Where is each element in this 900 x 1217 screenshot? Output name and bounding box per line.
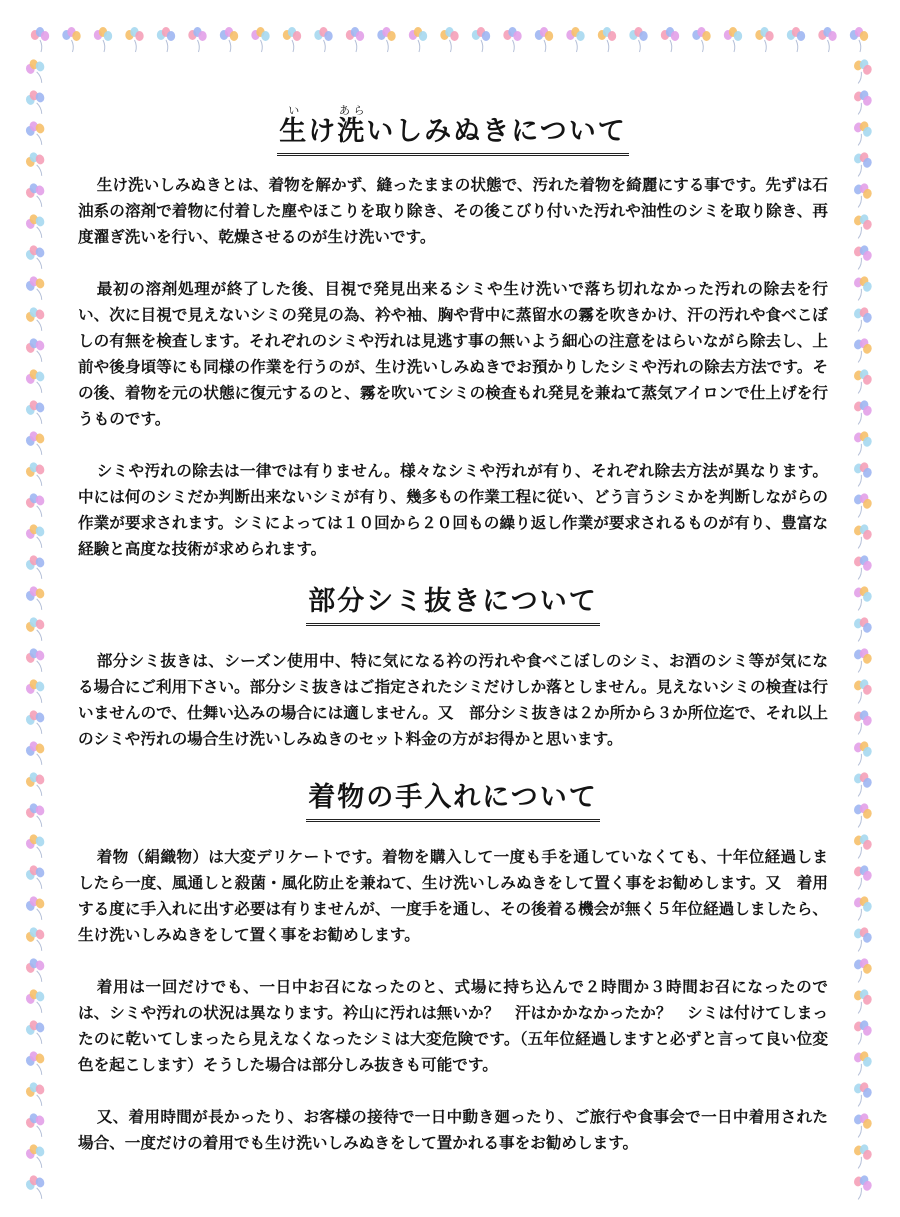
balloon-cluster-icon bbox=[24, 367, 50, 397]
section-bubun-shiminuki bbox=[78, 582, 828, 752]
balloon-cluster-icon bbox=[849, 956, 875, 986]
section-kimono-care bbox=[78, 778, 828, 1156]
balloon-cluster-icon bbox=[535, 27, 553, 52]
balloon-cluster-icon bbox=[849, 1080, 875, 1110]
balloon-cluster-icon bbox=[24, 491, 50, 521]
balloon-cluster-icon bbox=[692, 27, 710, 52]
balloon-cluster-icon bbox=[629, 27, 647, 52]
balloon-cluster-icon bbox=[24, 522, 50, 552]
balloon-cluster-icon bbox=[24, 987, 50, 1017]
balloon-cluster-icon bbox=[849, 460, 875, 490]
balloon-cluster-icon bbox=[849, 987, 875, 1017]
balloon-cluster-icon bbox=[24, 336, 50, 366]
balloon-cluster-icon bbox=[24, 1142, 50, 1172]
balloon-cluster-icon bbox=[849, 181, 875, 211]
balloon-cluster-icon bbox=[849, 243, 875, 273]
balloon-cluster-icon bbox=[724, 27, 742, 52]
balloon-cluster-icon bbox=[849, 863, 875, 893]
document-body bbox=[78, 98, 828, 1156]
balloon-cluster-icon bbox=[566, 27, 584, 52]
balloon-cluster-icon bbox=[849, 677, 875, 707]
balloon-cluster-icon bbox=[661, 27, 679, 52]
balloon-cluster-icon bbox=[24, 429, 50, 459]
balloon-cluster-icon bbox=[24, 863, 50, 893]
balloon-cluster-icon bbox=[24, 770, 50, 800]
balloon-cluster-icon bbox=[283, 27, 301, 52]
balloon-cluster-icon bbox=[157, 27, 175, 52]
balloon-cluster-icon bbox=[409, 27, 427, 52]
balloon-cluster-icon bbox=[849, 336, 875, 366]
balloon-cluster-icon bbox=[24, 615, 50, 645]
balloon-cluster-icon bbox=[24, 1111, 50, 1141]
balloon-cluster-icon bbox=[24, 150, 50, 180]
balloon-cluster-icon bbox=[24, 88, 50, 118]
balloon-cluster-icon bbox=[24, 739, 50, 769]
balloon-cluster-icon bbox=[849, 615, 875, 645]
balloon-cluster-icon bbox=[62, 27, 80, 52]
balloon-cluster-icon bbox=[503, 27, 521, 52]
balloon-cluster-icon bbox=[440, 27, 458, 52]
paragraph: 部分シミ抜きは、シーズン使用中、特に気になる衿の汚れや食べこぼしのシミ、お酒のシミ等が気になる場合にご利用下さい。部分シミ抜きはご指定されたシミだけしか落としません。見えないシミの検査は行いませんので、仕舞い込みの場合には適しません。又 部分シミ抜きは２か所から３か所位迄で、それ以上のシミや汚れの場合生け洗いしみぬきのセット料金の方がお得かと思います。 bbox=[78, 652, 828, 748]
balloon-cluster-icon bbox=[24, 1018, 50, 1048]
paragraph: 最初の溶剤処理が終了した後、目視で発見出来るシミや生け洗いで落ち切れなかった汚れの除去を行い、次に目視で見えないシミの発見の為、衿や袖、胸や背中に蒸留水の霧を吹きかけ、汗の汚れや食べこぼしの有無を検査します。それぞれのシミや汚れは見逃す事の無いよう細心の注意をはらいながら除去し、上前や後身頃等にも同様の作業を行うのが、生け洗いしみぬきでお預かりしたシミや汚れの除去方法です。その後、着物を元の状態に復元するのと、霧を吹いてシミの検査もれ発見を兼ねて蒸気アイロンで仕上げを行うものです。 bbox=[78, 280, 828, 428]
balloon-cluster-icon bbox=[24, 832, 50, 862]
balloon-cluster-icon bbox=[24, 925, 50, 955]
balloon-cluster-icon bbox=[346, 27, 364, 52]
balloon-cluster-icon bbox=[24, 584, 50, 614]
balloon-cluster-icon bbox=[849, 1018, 875, 1048]
balloon-cluster-icon bbox=[314, 27, 332, 52]
balloon-cluster-icon bbox=[849, 708, 875, 738]
balloon-cluster-icon bbox=[24, 119, 50, 149]
balloon-cluster-icon bbox=[24, 243, 50, 273]
balloon-cluster-icon bbox=[849, 1049, 875, 1079]
balloon-cluster-icon bbox=[849, 367, 875, 397]
balloon-cluster-icon bbox=[849, 305, 875, 335]
balloon-cluster-icon bbox=[220, 27, 238, 52]
section-ikearai bbox=[78, 98, 828, 562]
balloon-cluster-icon bbox=[849, 801, 875, 831]
balloon-cluster-icon bbox=[24, 181, 50, 211]
balloon-cluster-icon bbox=[849, 212, 875, 242]
balloon-cluster-icon bbox=[24, 305, 50, 335]
balloon-cluster-icon bbox=[24, 894, 50, 924]
balloon-cluster-icon bbox=[849, 88, 875, 118]
balloon-cluster-icon bbox=[818, 27, 836, 52]
paragraph: シミや汚れの除去は一律では有りません。様々なシミや汚れが有り、それぞれ除去方法が異なります。中には何のシミだか判断出来ないシミが有り、幾多もの作業工程に従い、どう言うシミかを判断しながらの作業が要求されます。シミによっては１０回から２０回もの繰り返し作業が要求されるものが有り、豊富な経験と高度な技術が求められます。 bbox=[78, 462, 828, 558]
balloon-cluster-icon bbox=[849, 553, 875, 583]
balloon-cluster-icon bbox=[787, 27, 805, 52]
balloon-cluster-icon bbox=[94, 27, 112, 52]
balloon-cluster-icon bbox=[24, 1080, 50, 1110]
balloon-cluster-icon bbox=[598, 27, 616, 52]
balloon-cluster-icon bbox=[849, 1111, 875, 1141]
balloon-cluster-icon bbox=[24, 1049, 50, 1079]
balloon-cluster-icon bbox=[24, 212, 50, 242]
balloon-cluster-icon bbox=[849, 894, 875, 924]
paragraph: 着用は一回だけでも、一日中お召になったのと、式場に持ち込んで２時間か３時間お召になったのでは、シミや汚れの状況は異なります。衿山に汚れは無いか？ 汗はかかなかったか？ シミは付けてしまったのに乾いてしまったら見えなくなったシミは大変危険です。（五年位経過しますと必ずと言って良い位変色を起こします）そうした場合は部分しみ抜きも可能です。 bbox=[78, 978, 828, 1074]
balloon-cluster-icon bbox=[849, 925, 875, 955]
paragraph: 又、着用時間が長かったり、お客様の接待で一日中動き廻ったり、ご旅行や食事会で一日中着用された場合、一度だけの着用でも生け洗いしみぬきをして置かれる事をお勧めします。 bbox=[78, 1108, 828, 1152]
heading-ikearai-shiminuki: 生いけ洗あらいしみぬきについて bbox=[277, 104, 628, 156]
balloon-cluster-icon bbox=[849, 119, 875, 149]
paragraph: 生け洗いしみぬきとは、着物を解かず、縫ったままの状態で、汚れた着物を綺麗にする事です。先ずは石油系の溶剤で着物に付着した塵やほこりを取り除き、その後こびり付いた汚れや油性のシミを取り除き、再度濯ぎ洗いを行い、乾燥させるのが生け洗いです。 bbox=[78, 176, 828, 246]
balloon-cluster-icon bbox=[849, 57, 875, 87]
balloon-cluster-icon bbox=[849, 1173, 875, 1203]
balloon-cluster-icon bbox=[24, 57, 50, 87]
balloon-cluster-icon bbox=[24, 646, 50, 676]
balloon-cluster-icon bbox=[24, 553, 50, 583]
balloon-cluster-icon bbox=[849, 274, 875, 304]
balloon-cluster-icon bbox=[377, 27, 395, 52]
balloon-cluster-icon bbox=[24, 708, 50, 738]
balloon-cluster-icon bbox=[24, 801, 50, 831]
balloon-cluster-icon bbox=[849, 1142, 875, 1172]
balloon-cluster-icon bbox=[849, 429, 875, 459]
balloon-cluster-icon bbox=[24, 460, 50, 490]
balloon-cluster-icon bbox=[849, 150, 875, 180]
balloon-cluster-icon bbox=[31, 27, 49, 52]
balloon-cluster-icon bbox=[849, 832, 875, 862]
balloon-cluster-icon bbox=[251, 27, 269, 52]
balloon-cluster-icon bbox=[849, 739, 875, 769]
balloon-cluster-icon bbox=[849, 646, 875, 676]
balloon-cluster-icon bbox=[125, 27, 143, 52]
balloon-cluster-icon bbox=[24, 398, 50, 428]
balloon-cluster-icon bbox=[849, 522, 875, 552]
balloon-cluster-icon bbox=[24, 956, 50, 986]
balloon-cluster-icon bbox=[849, 770, 875, 800]
balloon-cluster-icon bbox=[24, 274, 50, 304]
heading-kimono-care: 着物の手入れについて bbox=[306, 778, 599, 822]
heading-bubun-shiminuki: 部分シミ抜きについて bbox=[306, 582, 599, 626]
balloon-cluster-icon bbox=[24, 677, 50, 707]
balloon-cluster-icon bbox=[472, 27, 490, 52]
paragraph: 着物（絹織物）は大変デリケートです。着物を購入して一度も手を通していなくても、十年位経過しましたら一度、風通しと殺菌・風化防止を兼ねて、生け洗いしみぬきをして置く事をお勧めします。又 着用する度に手入れに出す必要は有りませんが、一度手を通し、その後着る機会が無く５年位経過しましたら、生け洗いしみぬきをして置く事をお勧めします。 bbox=[78, 848, 828, 944]
balloon-cluster-icon bbox=[849, 491, 875, 521]
balloon-cluster-icon bbox=[188, 27, 206, 52]
balloon-cluster-icon bbox=[755, 27, 773, 52]
balloon-cluster-icon bbox=[849, 398, 875, 428]
balloon-cluster-icon bbox=[24, 1173, 50, 1203]
balloon-cluster-icon bbox=[850, 27, 868, 52]
balloon-cluster-icon bbox=[849, 584, 875, 614]
